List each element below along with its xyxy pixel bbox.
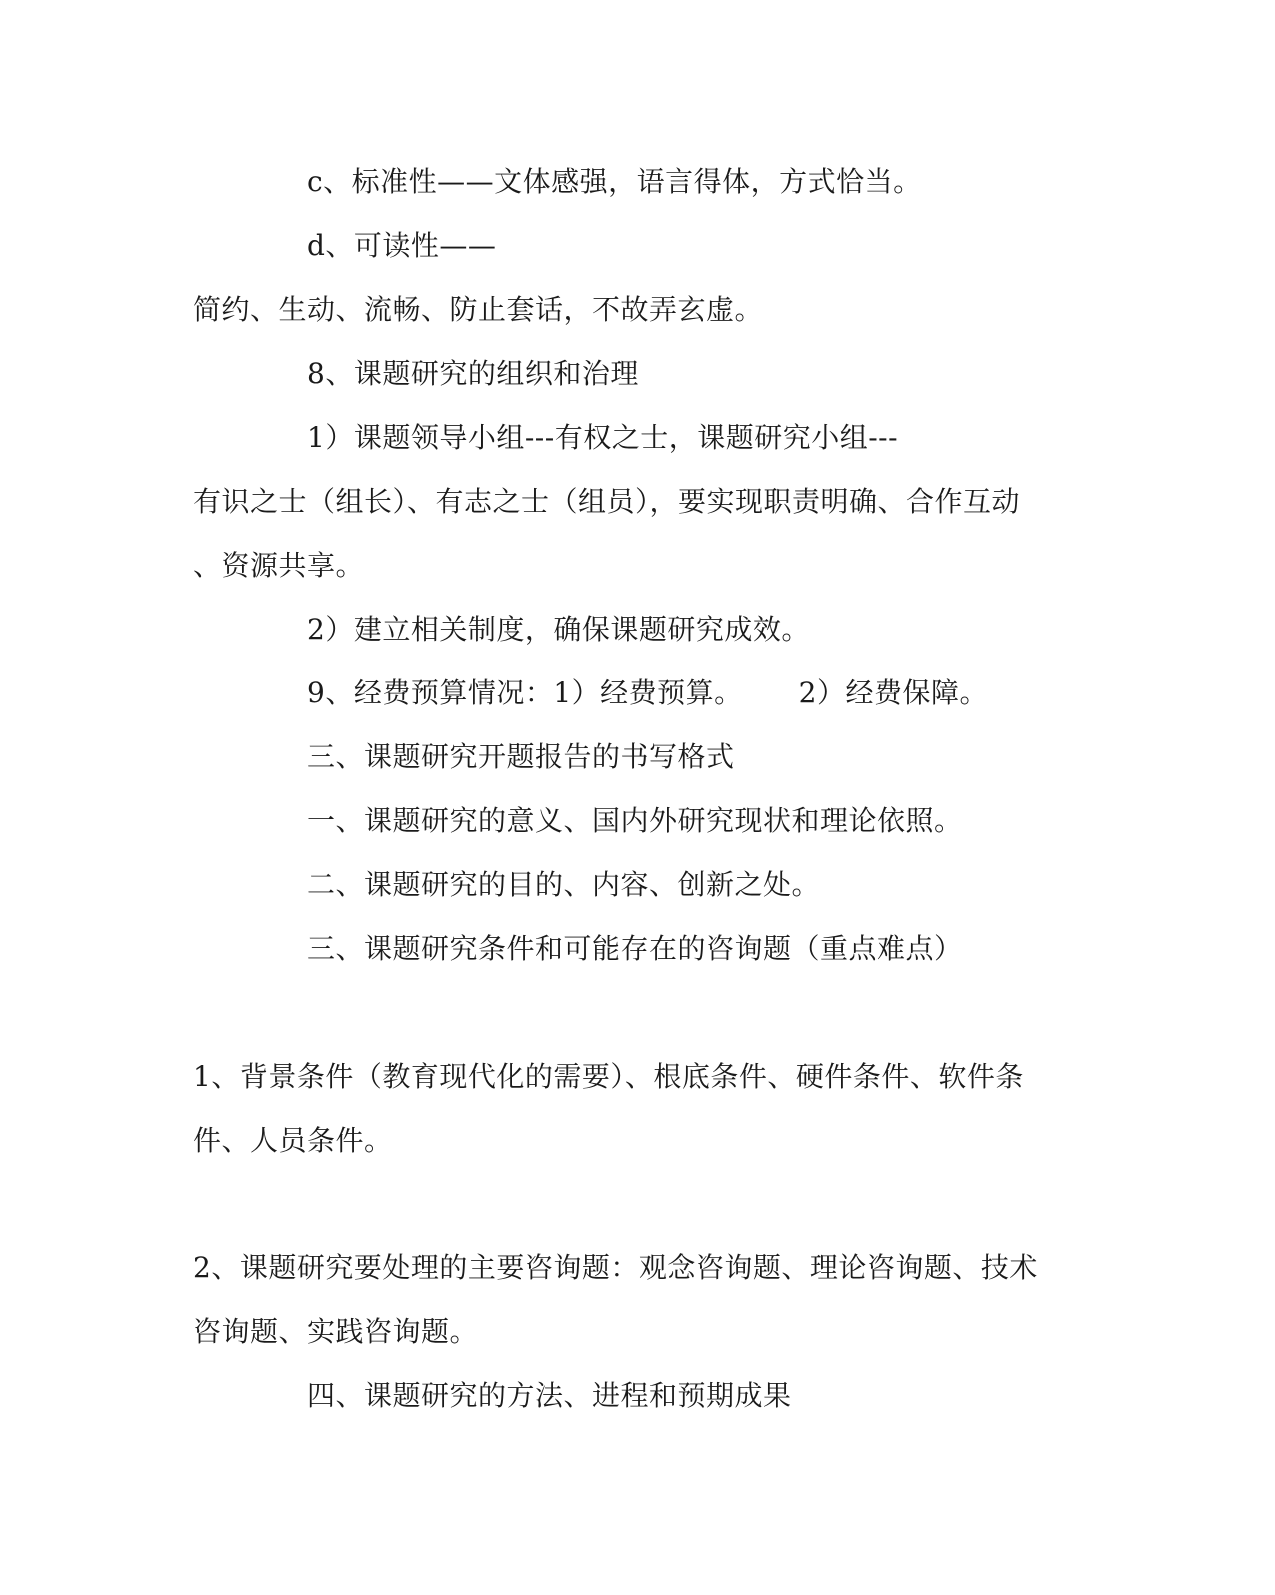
text-line [307, 673, 988, 713]
text-line: 件、人员条件。 [193, 1124, 393, 1157]
text-line: 1）课题领导小组---有权之士，课题研究小组--- [307, 421, 899, 454]
section-heading: 三、课题研究开题报告的书写格式 [307, 740, 735, 773]
text-line: 二、课题研究的目的、内容、创新之处。 [307, 868, 821, 901]
budget-item: 9、经费预算情况：1）经费预算。 [307, 676, 743, 709]
section-heading: 四、课题研究的方法、进程和预期成果 [307, 1379, 792, 1412]
text-line: 2）建立相关制度，确保课题研究成效。 [307, 613, 810, 646]
text-line: 2、课题研究要处理的主要咨询题：观念咨询题、理论咨询题、技术 [193, 1251, 1038, 1284]
section-heading: 8、课题研究的组织和治理 [307, 357, 639, 390]
text-line: 三、课题研究条件和可能存在的咨询题（重点难点） [307, 932, 963, 965]
budget-guarantee: 2）经费保障。 [798, 676, 988, 709]
text-line: 一、课题研究的意义、国内外研究现状和理论依照。 [307, 804, 963, 837]
text-line: 有识之士（组长）、有志之士（组员），要实现职责明确、合作互动 [193, 485, 1021, 518]
text-line: 咨询题、实践咨询题。 [193, 1315, 479, 1348]
text-line: 、资源共享。 [193, 549, 365, 582]
text-line: 1、背景条件（教育现代化的需要）、根底条件、硬件条件、软件条 [193, 1060, 1024, 1093]
text-line: 简约、生动、流畅、防止套话，不故弄玄虚。 [193, 293, 764, 326]
text-line: c、标准性——文体感强，语言得体，方式恰当。 [307, 165, 922, 198]
text-line: d、可读性—— [307, 229, 497, 262]
